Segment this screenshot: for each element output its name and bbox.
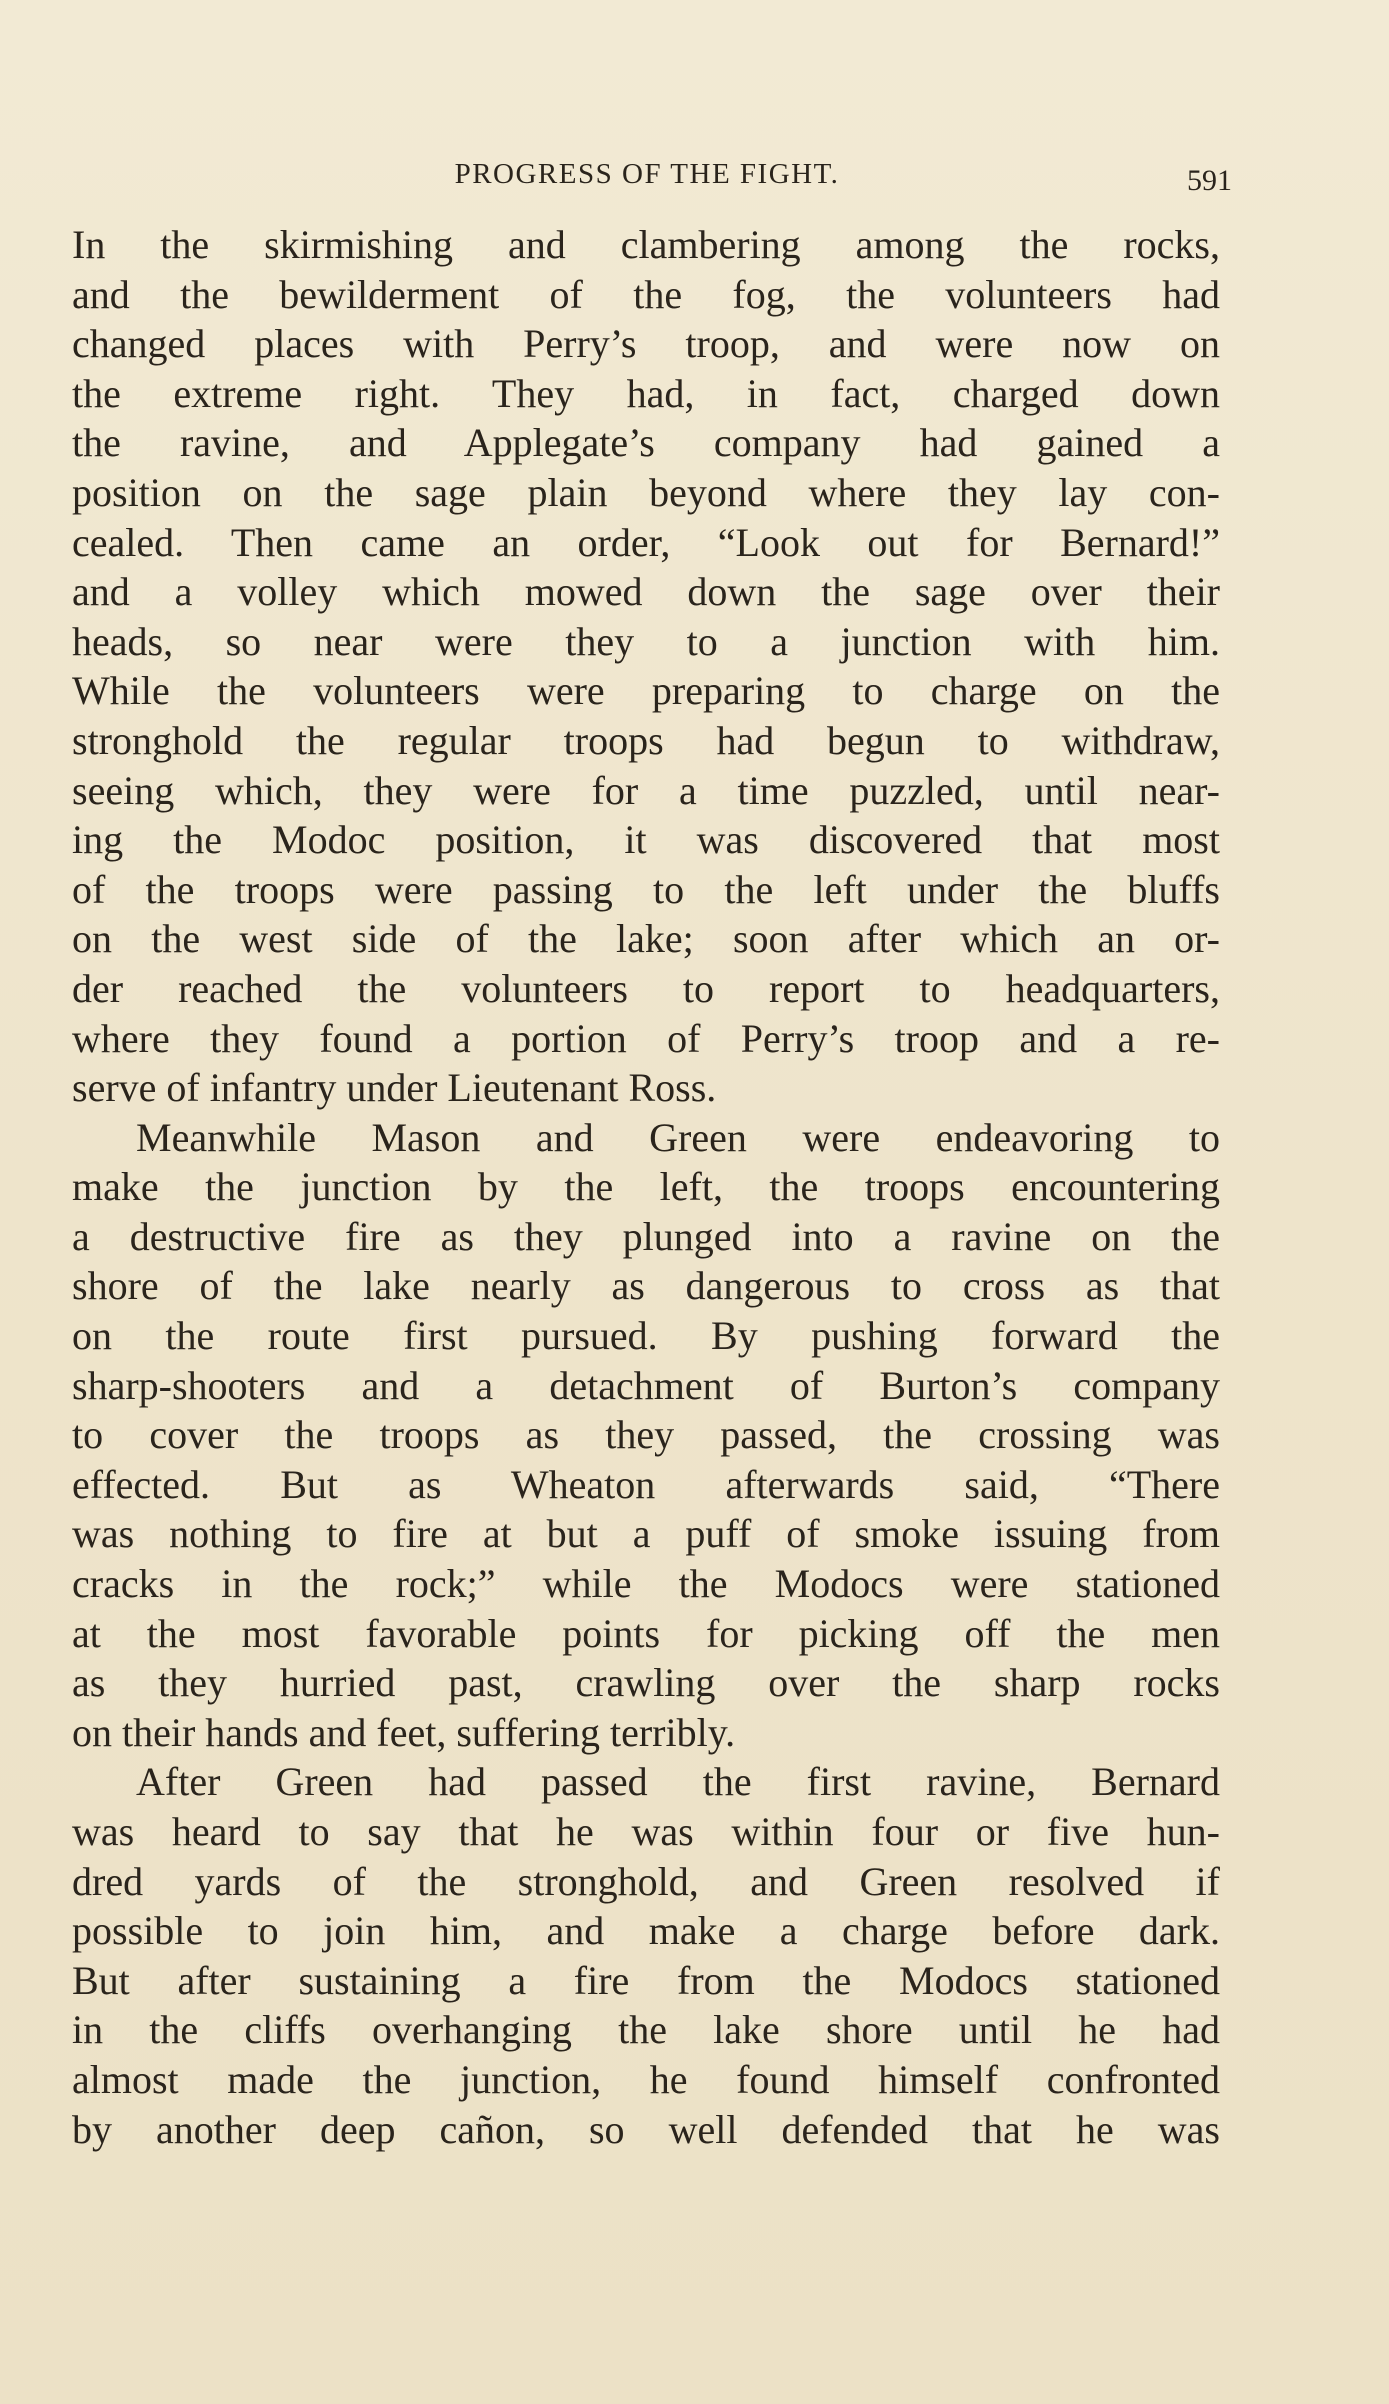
text-line: on the west side of the lake; soon after which an or- [72, 916, 1220, 962]
text-line: of the troops were passing to the left under the bluffs [72, 866, 1220, 912]
text-line: In the skirmishing and clambering among the rocks, [72, 222, 1220, 267]
body-text [72, 220, 1220, 2154]
running-header [72, 158, 1232, 198]
text-line: Meanwhile Mason and Green were endeavoring to [136, 1114, 1220, 1160]
text-line: But after sustaining a fire from the Modocs stationed [72, 1957, 1220, 2003]
text-line: dred yards of the stronghold, and Green resolved if [72, 1858, 1220, 1904]
text-line: to cover the troops as they passed, the crossing was [72, 1412, 1220, 1458]
running-title: PROGRESS OF THE FIGHT. [454, 158, 840, 190]
text-line: make the junction by the left, the troops encountering [72, 1164, 1220, 1210]
text-line: possible to join him, and make a charge before dark. [72, 1908, 1220, 1954]
text-line: the extreme right. They had, in fact, charged down [72, 370, 1220, 416]
text-line: and a volley which mowed down the sage over their [72, 569, 1220, 615]
text-line: by another deep cañon, so well defended that he was [72, 2106, 1220, 2152]
text-line: serve of infantry under Lieutenant Ross. [72, 1065, 717, 1111]
text-line: cealed. Then came an order, “Look out for Bernard!” [72, 519, 1220, 565]
text-line: sharp-shooters and a detachment of Burton’s company [72, 1362, 1220, 1408]
text-line: shore of the lake nearly as dangerous to cross as that [72, 1263, 1220, 1309]
text-line: der reached the volunteers to report to headquarters, [72, 965, 1220, 1011]
page-number: 591 [1187, 164, 1232, 197]
text-line: and the bewilderment of the fog, the volunteers had [72, 271, 1220, 317]
text-line: was heard to say that he was within four or five hun- [72, 1809, 1220, 1854]
text-line: where they found a portion of Perry’s troop and a re- [72, 1015, 1220, 1061]
text-line: seeing which, they were for a time puzzled, until near- [72, 767, 1220, 813]
text-line: on their hands and feet, suffering terribly. [72, 1709, 736, 1755]
text-line: stronghold the regular troops had begun to withdraw, [72, 717, 1220, 763]
text-line: heads, so near were they to a junction with him. [72, 618, 1220, 664]
text-line: position on the sage plain beyond where they lay con- [72, 469, 1220, 515]
text-line: changed places with Perry’s troop, and were now on [72, 321, 1220, 367]
text-line: at the most favorable points for picking off the men [72, 1610, 1220, 1656]
text-line: a destructive fire as they plunged into a ravine on the [72, 1213, 1220, 1259]
text-line: ing the Modoc position, it was discovered that most [72, 817, 1220, 863]
text-line: After Green had passed the first ravine, Bernard [136, 1759, 1220, 1805]
text-line: in the cliffs overhanging the lake shore until he had [72, 2007, 1220, 2053]
text-line: was nothing to fire at but a puff of smoke issuing from [72, 1511, 1220, 1557]
text-line: almost made the junction, he found himself confronted [72, 2056, 1220, 2102]
text-line: on the route first pursued. By pushing forward the [72, 1313, 1220, 1359]
text-line: the ravine, and Applegate’s company had gained a [72, 420, 1220, 466]
text-line: effected. But as Wheaton afterwards said, “There [72, 1461, 1220, 1507]
text-line: While the volunteers were preparing to charge on the [72, 668, 1220, 714]
text-line: cracks in the rock;” while the Modocs were stationed [72, 1561, 1220, 1607]
text-line: as they hurried past, crawling over the sharp rocks [72, 1660, 1220, 1706]
